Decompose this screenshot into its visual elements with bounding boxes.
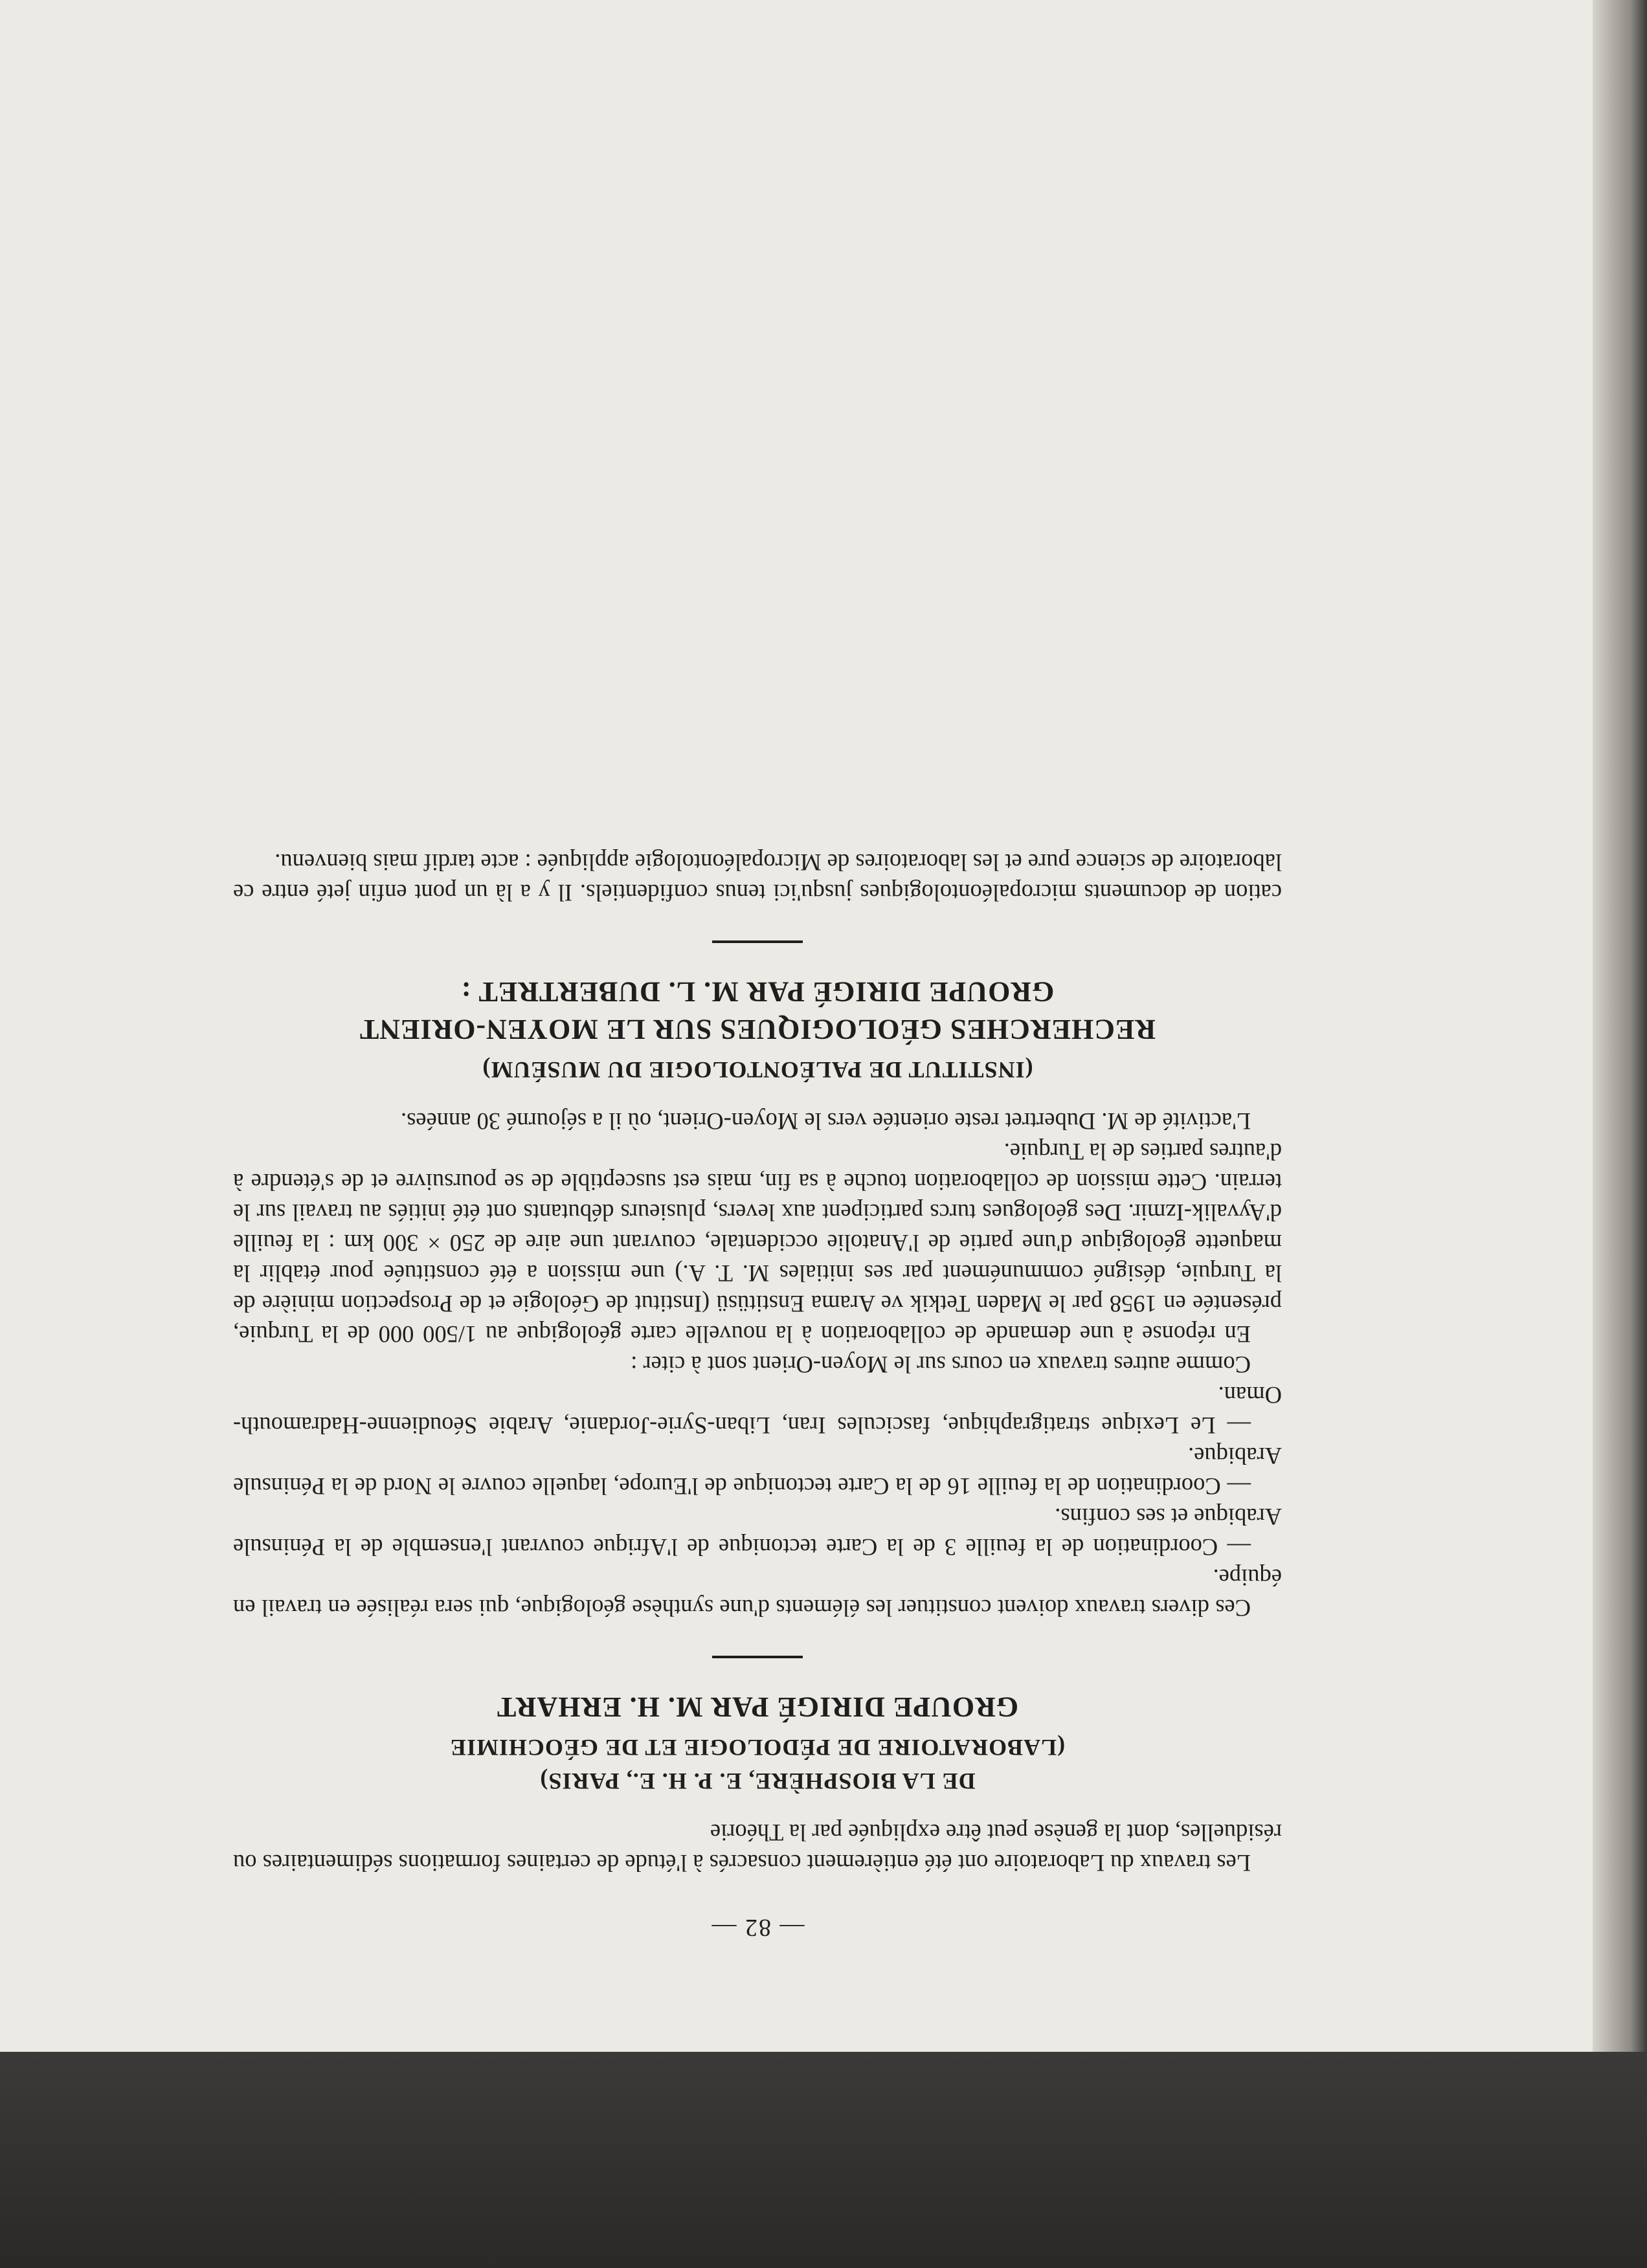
activity-paragraph: L'activité de M. Dubertret reste orientée vers le Moyen-Orient, où il a séjourné 30 années.	[400, 1108, 1251, 1135]
document-page	[233, 233, 1282, 1942]
dubertret-title-line2: RECHERCHES GÉOLOGIQUES SUR LE MOYEN-ORIENT	[359, 1014, 1156, 1045]
dubertret-subtitle: (INSTITUT DE PALÉONTOLOGIE DU MUSÉUM)	[482, 1057, 1033, 1083]
erhart-section-title: GROUPE DIRIGÉ PAR M. H. ERHART	[496, 1691, 1019, 1723]
top-paragraph: cation de documents micropaléontologiques jusqu'ici tenus confidentiels. Il y a là un pont enfin jeté entre ce laboratoire de science pure et les laboratoires de Micropaléontologie appliquée : acte tardif mais bienvenu.	[233, 849, 1282, 906]
list-item: — Coordination de la feuille 16 de la Carte tectonique de l'Europe, laquelle couvre le Nord de la Péninsule Arabique.	[233, 1443, 1282, 1500]
turkey-paragraph: En réponse à une demande de collaboration à la nouvelle carte géologique au 1/500 000 de la Turquie, présentée en 1958 par le Maden Tetkik ve Arama Enstitüsü (Institut de Géologie et de Prospection minière de la Turquie, désigné communément par ses initiales M. T. A.) une mission a été constituée pour établir la maquette géologique d'une partie de l'Anatolie occidentale, couvrant une aire de 250 × 300 km : la feuille d'Ayvalik-Izmir. Des géologues turcs participent aux levers, plusieurs débutants ont été initiés au travail sur le terrain. Cette mission de collaboration touche à sa fin, mais est susceptible de se poursuivre et de s'étendre à d'autres parties de la Turquie.	[233, 1139, 1282, 1348]
intro-paragraph: Les travaux du Laboratoire ont été entièrement consacrés à l'étude de certaines formations sédimentaires ou résiduelles, dont la genèse peut être expliquée par la Théorie	[233, 1819, 1282, 1876]
dubertret-title-line1: GROUPE DIRIGÉ PAR M. L. DUBERTRET :	[460, 976, 1055, 1008]
section-divider-2	[712, 940, 803, 943]
closing-paragraph: Ces divers travaux doivent constituer les éléments d'une synthèse géologique, qui sera réalisée en travail en équipe.	[233, 1564, 1282, 1621]
list-intro: Comme autres travaux en cours sur le Moyen-Orient sont à citer :	[631, 1351, 1251, 1378]
page-number: — 82 —	[710, 1914, 805, 1941]
erhart-subtitle-line1: (LABORATOIRE DE PÉDOLOGIE ET DE GÉOCHIMIE	[449, 1735, 1066, 1761]
list-item: — Le Lexique stratigraphique, fascicules Iran, Liban-Syrie-Jordanie, Arabie Séoudienne-Hadramouth-Oman.	[233, 1382, 1282, 1439]
page-edge-shadow	[1593, 0, 1647, 2052]
section-divider-1	[712, 1656, 803, 1658]
erhart-subtitle-line2: DE LA BIOSPHÈRE, E. P. H. E., PARIS)	[539, 1768, 976, 1794]
list-item: — Coordination de la feuille 3 de la Carte tectonique de l'Afrique couvrant l'ensemble de la Péninsule Arabique et ses confins.	[233, 1504, 1282, 1561]
background-surface	[0, 2052, 1647, 2268]
